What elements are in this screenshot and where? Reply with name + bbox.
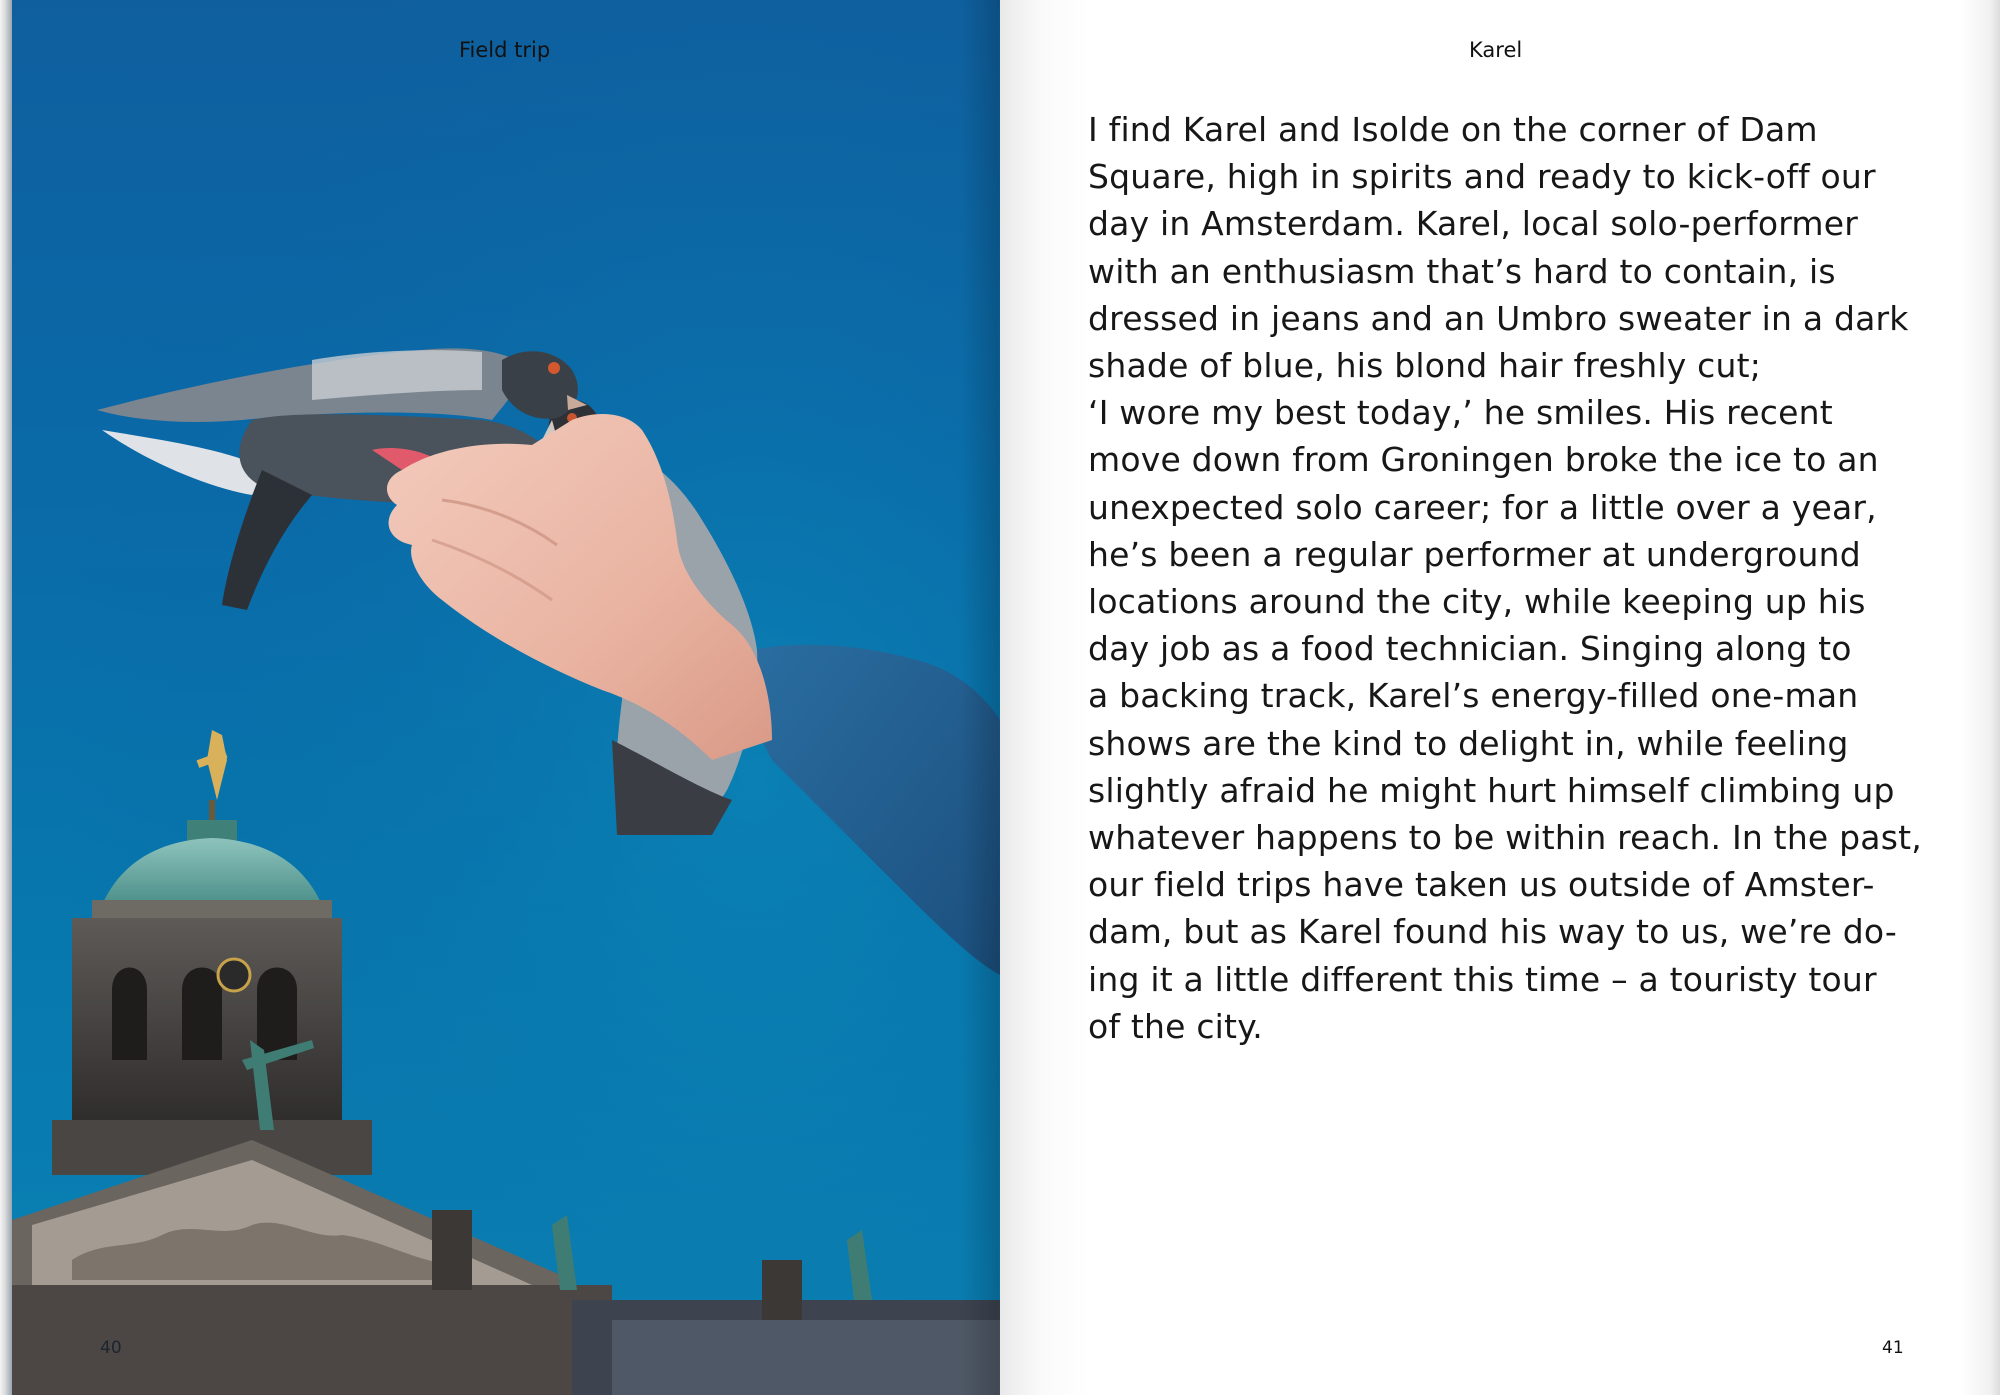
body-line: day job as a food technician. Singing along to	[1088, 629, 1852, 669]
body-line: day in Amsterdam. Karel, local solo-performer	[1088, 204, 1859, 244]
body-line: unexpected solo career; for a little over a year,	[1088, 487, 1877, 527]
body-line: locations around the city, while keeping up his	[1088, 582, 1866, 622]
body-line: shows are the kind to delight in, while feeling	[1088, 723, 1849, 763]
body-line: our field trips have taken us outside of Amster-	[1088, 865, 1875, 905]
body-line: I find Karel and Isolde on the corner of Dam	[1088, 110, 1818, 149]
running-head-left: Field trip	[459, 38, 551, 62]
body-line: of the city.	[1088, 1006, 1263, 1046]
body-line: dam, but as Karel found his way to us, we’re do-	[1088, 912, 1898, 952]
photo-pigeon-hand-dam-square	[12, 0, 1000, 1395]
body-line: slightly afraid he might hurt himself climbing up	[1088, 770, 1895, 810]
body-line: ing it a little different this time – a touristy tour	[1088, 959, 1877, 999]
page-number-right: 41	[1882, 1338, 1904, 1358]
body-line: Square, high in spirits and ready to kick-off our	[1088, 157, 1876, 197]
body-line: whatever happens to be within reach. In the past,	[1088, 818, 1922, 858]
body-line: a backing track, Karel’s energy-filled one-man	[1088, 676, 1859, 716]
body-text	[1088, 106, 1922, 1050]
page-edge	[0, 0, 12, 1395]
body-line: he’s been a regular performer at underground	[1088, 534, 1861, 574]
body-line: with an enthusiasm that’s hard to contain, is	[1088, 251, 1836, 291]
running-head-right: Karel	[1469, 38, 1523, 62]
body-line: ‘I wore my best today,’ he smiles. His recent	[1088, 393, 1833, 433]
page-number-left: 40	[100, 1338, 122, 1358]
body-line: shade of blue, his blond hair freshly cut;	[1088, 346, 1762, 386]
body-line: move down from Groningen broke the ice to an	[1088, 440, 1879, 480]
body-line: dressed in jeans and an Umbro sweater in a dark	[1088, 298, 1909, 338]
